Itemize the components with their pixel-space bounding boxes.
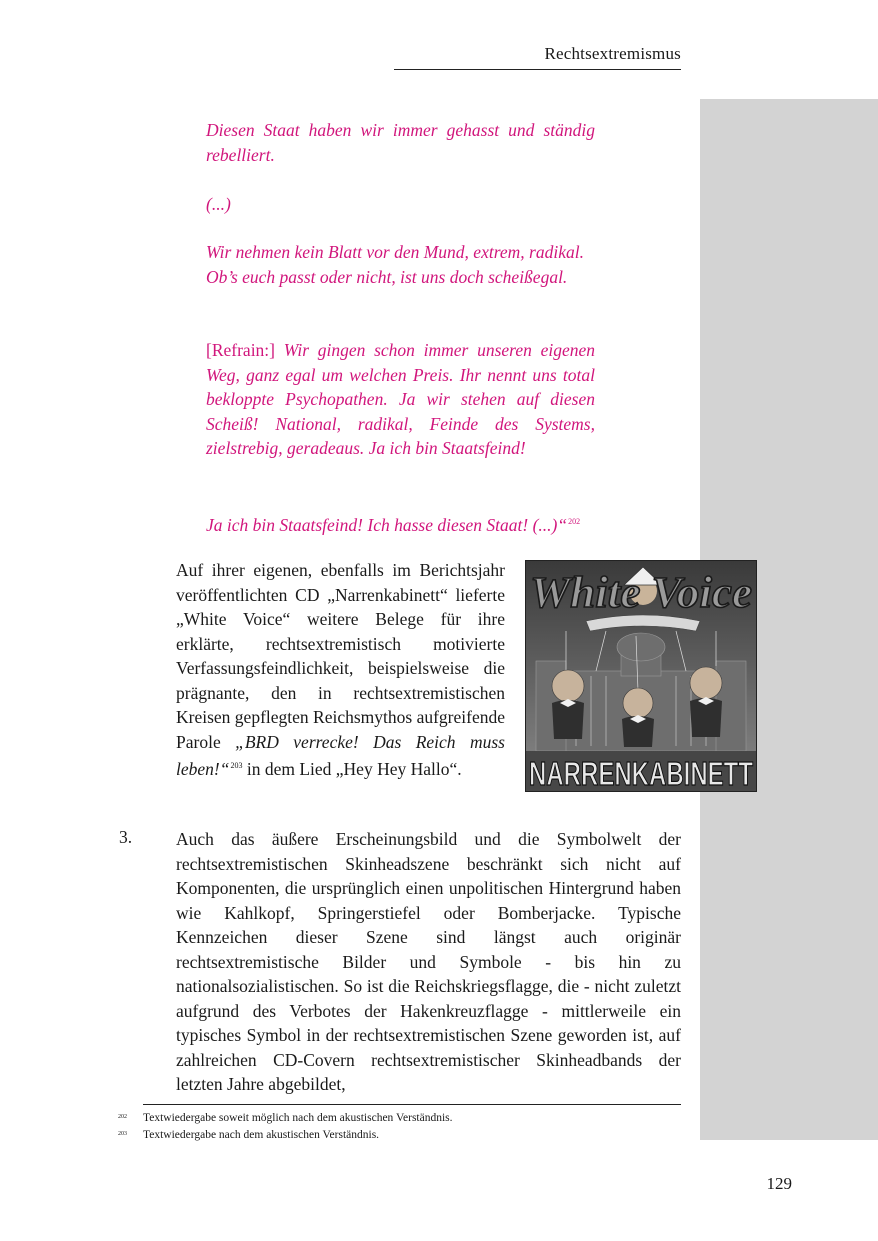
closing-line: Ja ich bin Staatsfeind! Ich hasse diesen Staat! (...)“ — [206, 515, 568, 535]
refrain-text: Wir gingen schon immer unseren eigenen Weg, ganz egal um welchen Preis. Ihr nennt uns total bekloppte Psychopathen. Ja wir stehen auf diesen Scheiß! National, radikal, Feinde des Systems, zielstrebig, geradeaus. Ja ich bin Staatsfeind! — [206, 340, 595, 458]
footnote-203 — [118, 1127, 678, 1143]
paragraph1-text-before: Auf ihrer eigenen, ebenfalls im Berichtsjahr veröffentlichten CD „Narrenkabinett“ lieferte „White Voice“ weitere Belege für ihre erklärte, rechtsextremistisch motivierte Verfassungsfeindlichkeit, beispielsweise die prägnante, den in rechtsextremistischen Kreisen gepflegten Reichsmythos aufgreifende Parole — [176, 560, 505, 752]
lyrics-closing — [206, 510, 595, 538]
footnote-text: Textwiedergabe soweit möglich nach dem akustischen Verständnis. — [143, 1112, 453, 1124]
lyrics-stanza-2 — [206, 240, 595, 289]
footnote-number: 203 — [118, 1131, 127, 1137]
body-paragraph-2: Auch das äußere Erscheinungsbild und die Symbolwelt der rechtsextremistischen Skinheadszene beschränkt sich nicht auf Komponenten, die ursprünglich einen unpolitischen Hintergrund haben wie Kahlkopf, Springerstiefel oder Bomberjacke. Typische Kennzeichen dieser Szene sind längst auch originär rechtsextremistische Bilder und Symbole - bis hin zu nationalsozialistischen. So ist die Reichskriegsflagge, die - nicht zuletzt aufgrund des Verbotes der Hakenkreuzflagge - mittlerweile ein typisches Symbol in der rechtsextremistischen Szene geworden ist, auf zahlreichen CD-Covern rechtsextremistischer Skinheadbands der letzten Jahre abgebildet, — [176, 829, 681, 1094]
lyrics-ellipsis: (...) — [206, 194, 231, 214]
lyrics-refrain — [206, 338, 595, 461]
lyrics-stanza-2-line-1: Wir nehmen kein Blatt vor den Mund, extrem, radikal. — [206, 242, 584, 262]
list-item-number: 3. — [119, 827, 133, 847]
footnote-ref-203[interactable]: 203 — [230, 761, 243, 770]
running-header: Rechtsextremismus — [544, 44, 681, 63]
cd-cover-image — [525, 560, 757, 792]
lyrics-stanza-1: Diesen Staat haben wir immer gehasst und ständig rebelliert. — [206, 120, 595, 165]
footnote-rule — [143, 1104, 681, 1105]
page-number: 129 — [766, 1174, 792, 1193]
album-title-text: NARRENKABINETT — [529, 755, 753, 792]
band-logo-text: White Voice — [530, 568, 752, 617]
refrain-label: [Refrain:] — [206, 340, 275, 360]
footnote-202 — [118, 1110, 678, 1126]
slogan-quote: „BRD verrecke! Das Reich muss leben!“ — [176, 731, 505, 779]
footnote-number: 202 — [118, 1114, 127, 1120]
footnote-text: Textwiedergabe nach dem akustischen Verständnis. — [143, 1129, 380, 1141]
footnote-ref-202[interactable]: 202 — [568, 517, 581, 526]
header-rule — [394, 69, 681, 70]
paragraph1-text-after: in dem Lied „Hey Hey Hallo“. — [242, 759, 462, 779]
lyrics-stanza-2-line-2: Ob’s euch passt oder nicht, ist uns doch scheißegal. — [206, 266, 568, 287]
body-paragraph-1 — [176, 558, 505, 782]
